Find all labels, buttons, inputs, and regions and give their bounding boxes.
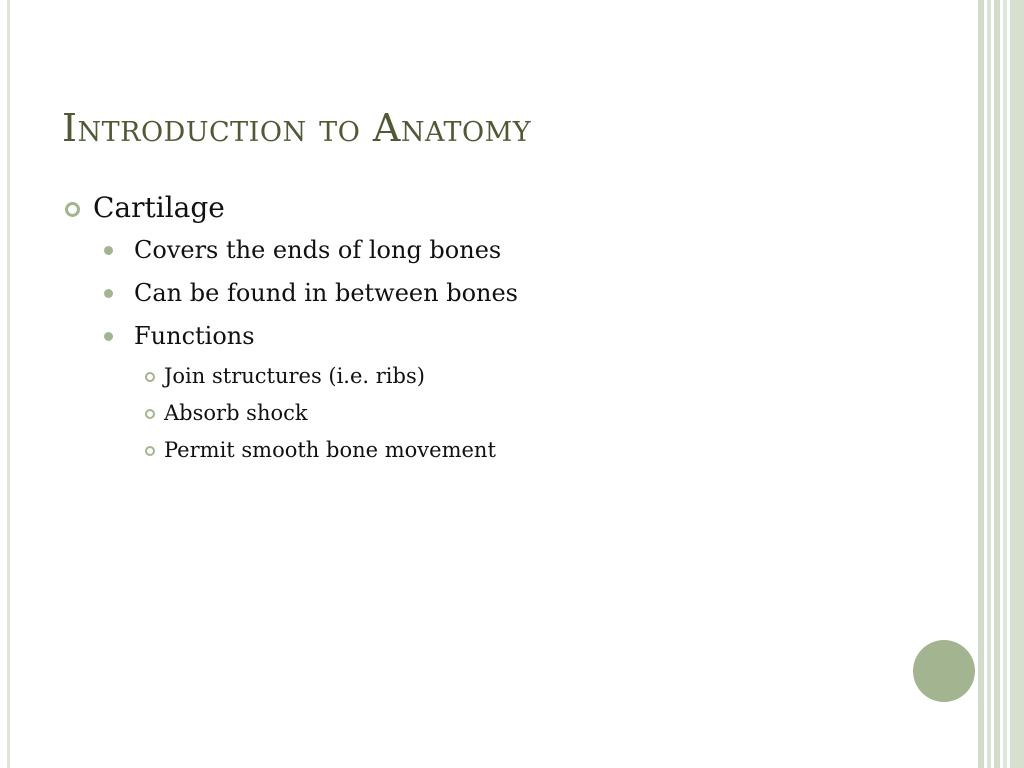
list-item <box>62 229 942 272</box>
list-item <box>62 315 942 358</box>
list-item <box>62 272 942 315</box>
right-border-stripe <box>978 0 984 768</box>
list-item <box>62 395 942 432</box>
right-border-stripe <box>987 0 991 768</box>
list-item-text: Absorb shock <box>164 401 308 425</box>
right-border-stripe <box>994 0 1000 768</box>
right-border-stripe <box>1003 0 1007 768</box>
small-ring-bullet-icon <box>145 409 155 419</box>
list-item <box>62 358 942 395</box>
list-item-text: Join structures (i.e. ribs) <box>164 364 425 388</box>
bullet-list <box>62 187 942 469</box>
circle-decoration-icon <box>913 640 975 702</box>
dot-bullet-icon <box>104 332 113 341</box>
small-ring-bullet-icon <box>145 446 155 456</box>
list-item-text: Can be found in between bones <box>134 279 518 307</box>
list-item-text: Functions <box>134 322 255 350</box>
small-ring-bullet-icon <box>145 372 155 382</box>
list-item-text: Covers the ends of long bones <box>134 236 502 264</box>
dot-bullet-icon <box>104 246 113 255</box>
list-item <box>62 187 942 229</box>
list-item-text: Cartilage <box>93 191 225 224</box>
left-border-line <box>7 0 10 768</box>
dot-bullet-icon <box>104 289 113 298</box>
list-item <box>62 432 942 469</box>
right-border-stripe <box>1010 0 1024 768</box>
ring-bullet-icon <box>65 202 80 217</box>
slide-title: Introduction to Anatomy <box>62 106 532 150</box>
list-item-text: Permit smooth bone movement <box>164 438 496 462</box>
